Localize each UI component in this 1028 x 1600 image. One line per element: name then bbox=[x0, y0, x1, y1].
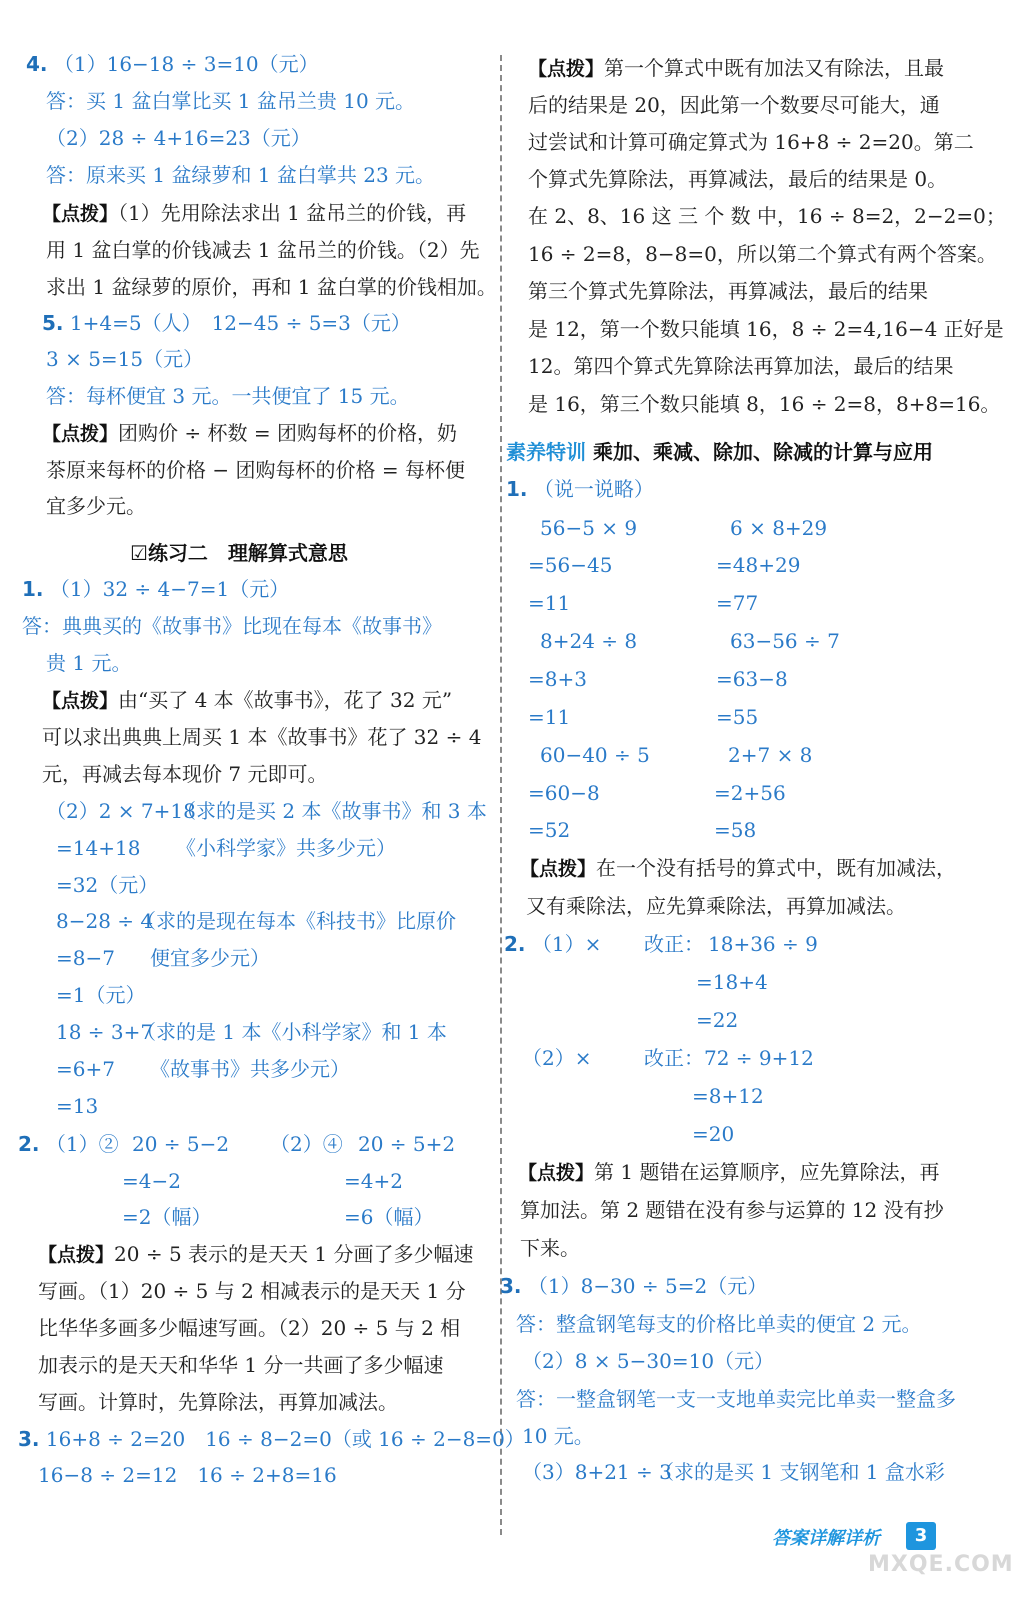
equation: 8+24 ÷ 8 bbox=[540, 629, 638, 653]
equation: =8+12 bbox=[692, 1084, 764, 1108]
p2-line-1 bbox=[18, 1130, 119, 1158]
answer-choice: （1）× bbox=[531, 932, 602, 956]
equation: =58 bbox=[714, 818, 757, 842]
equation: （3）8+21 ÷ 3 bbox=[522, 1460, 672, 1484]
tip-line bbox=[42, 419, 457, 448]
equation: 6 × 8+29 bbox=[730, 516, 828, 540]
equation: 8−28 ÷ 4 bbox=[56, 909, 154, 933]
tip-text: 求出 1 盆绿萝的原价，再和 1 盆白掌的价钱相加。 bbox=[46, 275, 497, 299]
equation: =52 bbox=[528, 818, 571, 842]
equation: =20 bbox=[692, 1122, 735, 1146]
tip-text: （1）先用除法求出 1 盆吊兰的价钱，再 bbox=[118, 201, 467, 225]
answer-text: 贵 1 元。 bbox=[46, 651, 132, 675]
equation: =8−7 bbox=[56, 946, 115, 970]
question-number: 2. bbox=[504, 932, 526, 956]
tip-line bbox=[528, 54, 944, 83]
equation: 2+7 × 8 bbox=[728, 743, 813, 767]
tip-text: 宜多少元。 bbox=[46, 494, 146, 518]
footer-label: 答案详解详析 bbox=[772, 1528, 880, 1549]
equation: 18+36 ÷ 9 bbox=[708, 932, 818, 956]
page-number: 3 bbox=[906, 1522, 936, 1550]
question-number: 1. bbox=[506, 477, 528, 501]
question-number: 3. bbox=[18, 1427, 40, 1451]
tip-label: 【点拨】 bbox=[38, 1244, 115, 1266]
tip-label: 【点拨】 bbox=[528, 58, 605, 80]
answer-text: （1）32 ÷ 4−7=1（元） bbox=[49, 577, 290, 601]
tip-text: 茶原来每杯的价格 − 团购每杯的价格 = 每杯便 bbox=[46, 458, 465, 482]
question-number: 5. bbox=[42, 311, 64, 335]
s2-line-1 bbox=[504, 930, 601, 958]
answer-text: 答：整盒钢笔每支的价格比单卖的便宜 2 元。 bbox=[516, 1312, 922, 1336]
equation: =56−45 bbox=[528, 553, 613, 577]
p3-line-1 bbox=[18, 1425, 525, 1453]
tip-label: 【点拨】 bbox=[42, 203, 119, 225]
equation: 20 ÷ 5+2 bbox=[358, 1132, 456, 1156]
equation: =32（元） bbox=[56, 873, 159, 897]
tip-line bbox=[42, 199, 466, 228]
equation-comment: 《故事书》共多少元） bbox=[150, 1057, 350, 1081]
equation: 72 ÷ 9+12 bbox=[704, 1046, 814, 1070]
tip-label: 【点拨】 bbox=[42, 423, 119, 445]
equation: =60−8 bbox=[528, 781, 600, 805]
equation-comment: （求的是现在每本《科技书》比原价 bbox=[136, 909, 456, 933]
equation-comment: （求的是买 1 支钢笔和 1 盒水彩 bbox=[654, 1460, 945, 1484]
equation: =8+3 bbox=[528, 667, 587, 691]
correction-label: 改正： bbox=[644, 932, 704, 956]
watermark: MXQE.COM bbox=[868, 1552, 1014, 1577]
answer-text: 1+4=5（人） 12−45 ÷ 5=3（元） bbox=[69, 311, 411, 335]
equation: =18+4 bbox=[696, 970, 768, 994]
equation: =4−2 bbox=[122, 1169, 181, 1193]
equation-comment: （求的是买 2 本《故事书》和 3 本 bbox=[176, 799, 487, 823]
tip-text: 写画。（1）20 ÷ 5 与 2 相减表示的是天天 1 分 bbox=[38, 1279, 466, 1303]
tip-text: 下来。 bbox=[520, 1236, 580, 1260]
equation: =48+29 bbox=[716, 553, 801, 577]
equation: =22 bbox=[696, 1008, 739, 1032]
equation: =14+18 bbox=[56, 836, 141, 860]
equation-comment: 《小科学家》共多少元） bbox=[176, 836, 396, 860]
equation: 20 ÷ 5−2 bbox=[132, 1132, 230, 1156]
tip-text: 16 ÷ 2=8，8−8=0，所以第二个算式有两个答案。 bbox=[528, 242, 997, 266]
s1-line-1 bbox=[506, 475, 654, 503]
equation: =77 bbox=[716, 591, 759, 615]
tip-text: 第 1 题错在运算顺序，应先算除法，再 bbox=[594, 1160, 940, 1184]
tip-text: 第一个算式中既有加法又有除法，且最 bbox=[604, 56, 945, 80]
answer-text: （1）8−30 ÷ 5=2（元） bbox=[527, 1274, 768, 1298]
tip-label: 【点拨】 bbox=[518, 1162, 595, 1184]
equation: 56−5 × 9 bbox=[540, 516, 638, 540]
section-title: 练习二 理解算式意思 bbox=[147, 541, 348, 565]
equation: =55 bbox=[716, 705, 759, 729]
special-training-heading bbox=[506, 436, 933, 465]
special-badge: 素养特训 bbox=[506, 440, 586, 464]
equation: =2+56 bbox=[714, 781, 786, 805]
answer-text: 16+8 ÷ 2=20 16 ÷ 8−2=0（或 16 ÷ 2−8=0） bbox=[45, 1427, 525, 1451]
tip-text: 团购价 ÷ 杯数 = 团购每杯的价格，奶 bbox=[118, 421, 457, 445]
tip-text: 是 16，第三个数只能填 8，16 ÷ 2=8，8+8=16。 bbox=[528, 392, 1001, 416]
tip-text: 用 1 盆白掌的价钱减去 1 盆吊兰的价钱。（2）先 bbox=[46, 238, 480, 262]
tip-text: 加表示的是天天和华华 1 分一共画了多少幅速 bbox=[38, 1353, 444, 1377]
answer-text: 答：典典买的《故事书》比现在每本《故事书》 bbox=[22, 614, 442, 638]
tip-text: 可以求出典典上周买 1 本《故事书》花了 32 ÷ 4 bbox=[42, 725, 482, 749]
special-title: 乘加、乘减、除加、除减的计算与应用 bbox=[592, 440, 933, 464]
equation: =6+7 bbox=[56, 1057, 115, 1081]
question-number: 2. bbox=[18, 1132, 40, 1156]
answer-text: 答：原来买 1 盆绿萝和 1 盆白掌共 23 元。 bbox=[46, 163, 436, 187]
answer-choice: （2）× bbox=[522, 1046, 592, 1070]
tip-text: 元，再减去每本现价 7 元即可。 bbox=[42, 762, 328, 786]
tip-text: 12。第四个算式先算除法再算加法，最后的结果 bbox=[528, 354, 954, 378]
equation: （2）2 × 7+18 bbox=[46, 799, 196, 823]
question-number: 1. bbox=[22, 577, 44, 601]
equation: 63−56 ÷ 7 bbox=[730, 629, 840, 653]
equation: =63−8 bbox=[716, 667, 788, 691]
answer-text: 答：每杯便宜 3 元。一共便宜了 15 元。 bbox=[46, 384, 410, 408]
tip-text: 后的结果是 20，因此第一个数要尽可能大，通 bbox=[528, 93, 940, 117]
equation: 60−40 ÷ 5 bbox=[540, 743, 650, 767]
equation: =11 bbox=[528, 705, 571, 729]
tip-line bbox=[518, 1158, 939, 1187]
equation: 18 ÷ 3+7 bbox=[56, 1020, 154, 1044]
tip-text: 在一个没有括号的算式中，既有加减法， bbox=[596, 856, 957, 880]
tip-text: 是 12，第一个数只能填 16，8 ÷ 2=4,16−4 正好是 bbox=[528, 317, 1004, 341]
question-number: 4. bbox=[26, 52, 48, 76]
equation: =11 bbox=[528, 591, 571, 615]
tip-text: 20 ÷ 5 表示的是天天 1 分画了多少幅速 bbox=[114, 1242, 474, 1266]
tip-line bbox=[38, 1240, 473, 1269]
column-divider bbox=[500, 55, 502, 1535]
q4-line-1 bbox=[26, 50, 319, 78]
tip-text: 个算式先算除法，再算减法，最后的结果是 0。 bbox=[528, 167, 948, 191]
correction-label: 改正： bbox=[644, 1046, 704, 1070]
p1-line-1 bbox=[22, 575, 289, 603]
tip-text: 算加法。第 2 题错在没有参与运算的 12 没有抄 bbox=[520, 1198, 944, 1222]
answer-text: （说一说略） bbox=[533, 477, 654, 501]
tip-text: 又有乘除法，应先算乘除法，再算加减法。 bbox=[526, 894, 906, 918]
equation: =2（幅） bbox=[122, 1205, 212, 1229]
tip-text: 由“买了 4 本《故事书》，花了 32 元” bbox=[118, 688, 453, 712]
tip-text: 写画。计算时，先算除法，再算加减法。 bbox=[38, 1390, 398, 1414]
tip-text: 在 2、8、16 这 三 个 数 中，16 ÷ 8=2，2−2=0； bbox=[528, 204, 1006, 228]
tip-label: 【点拨】 bbox=[42, 690, 119, 712]
question-number: 3. bbox=[500, 1274, 522, 1298]
equation: =6（幅） bbox=[344, 1205, 434, 1229]
answer-text: 答：一整盒钢笔一支一支地单卖完比单卖一整盒多 bbox=[516, 1387, 956, 1411]
answer-text: （1）16−18 ÷ 3=10（元） bbox=[53, 52, 319, 76]
answer-text: 3 × 5=15（元） bbox=[46, 347, 204, 371]
answer-text: 10 元。 bbox=[522, 1424, 594, 1448]
answer-choice: （2）④ bbox=[270, 1132, 343, 1156]
answer-text: 答：买 1 盆白掌比买 1 盆吊兰贵 10 元。 bbox=[46, 89, 416, 113]
s3-line-1 bbox=[500, 1272, 767, 1300]
equation: =4+2 bbox=[344, 1169, 403, 1193]
equation: =13 bbox=[56, 1094, 99, 1118]
answer-text: 16−8 ÷ 2=12 16 ÷ 2+8=16 bbox=[38, 1463, 337, 1487]
equation-comment: 便宜多少元） bbox=[150, 946, 270, 970]
equation: =1（元） bbox=[56, 983, 146, 1007]
tip-text: 比华华多画多少幅速写画。（2）20 ÷ 5 与 2 相 bbox=[38, 1316, 461, 1340]
tip-label: 【点拨】 bbox=[520, 858, 597, 880]
answer-choice: （1）② bbox=[45, 1132, 119, 1156]
tip-line bbox=[42, 686, 452, 715]
tip-text: 过尝试和计算可确定算式为 16+8 ÷ 2=20。第二 bbox=[528, 130, 974, 154]
tip-text: 第三个算式先算除法，再算减法，最后的结果 bbox=[528, 279, 928, 303]
answer-text: （2）28 ÷ 4+16=23（元） bbox=[46, 126, 311, 150]
section-heading bbox=[130, 537, 348, 566]
q5-line-1 bbox=[42, 309, 411, 337]
tip-line bbox=[520, 854, 956, 883]
answer-text: （2）8 × 5−30=10（元） bbox=[522, 1349, 775, 1373]
checkbox-icon: ☑ bbox=[130, 541, 148, 565]
equation-comment: （求的是 1 本《小科学家》和 1 本 bbox=[136, 1020, 447, 1044]
